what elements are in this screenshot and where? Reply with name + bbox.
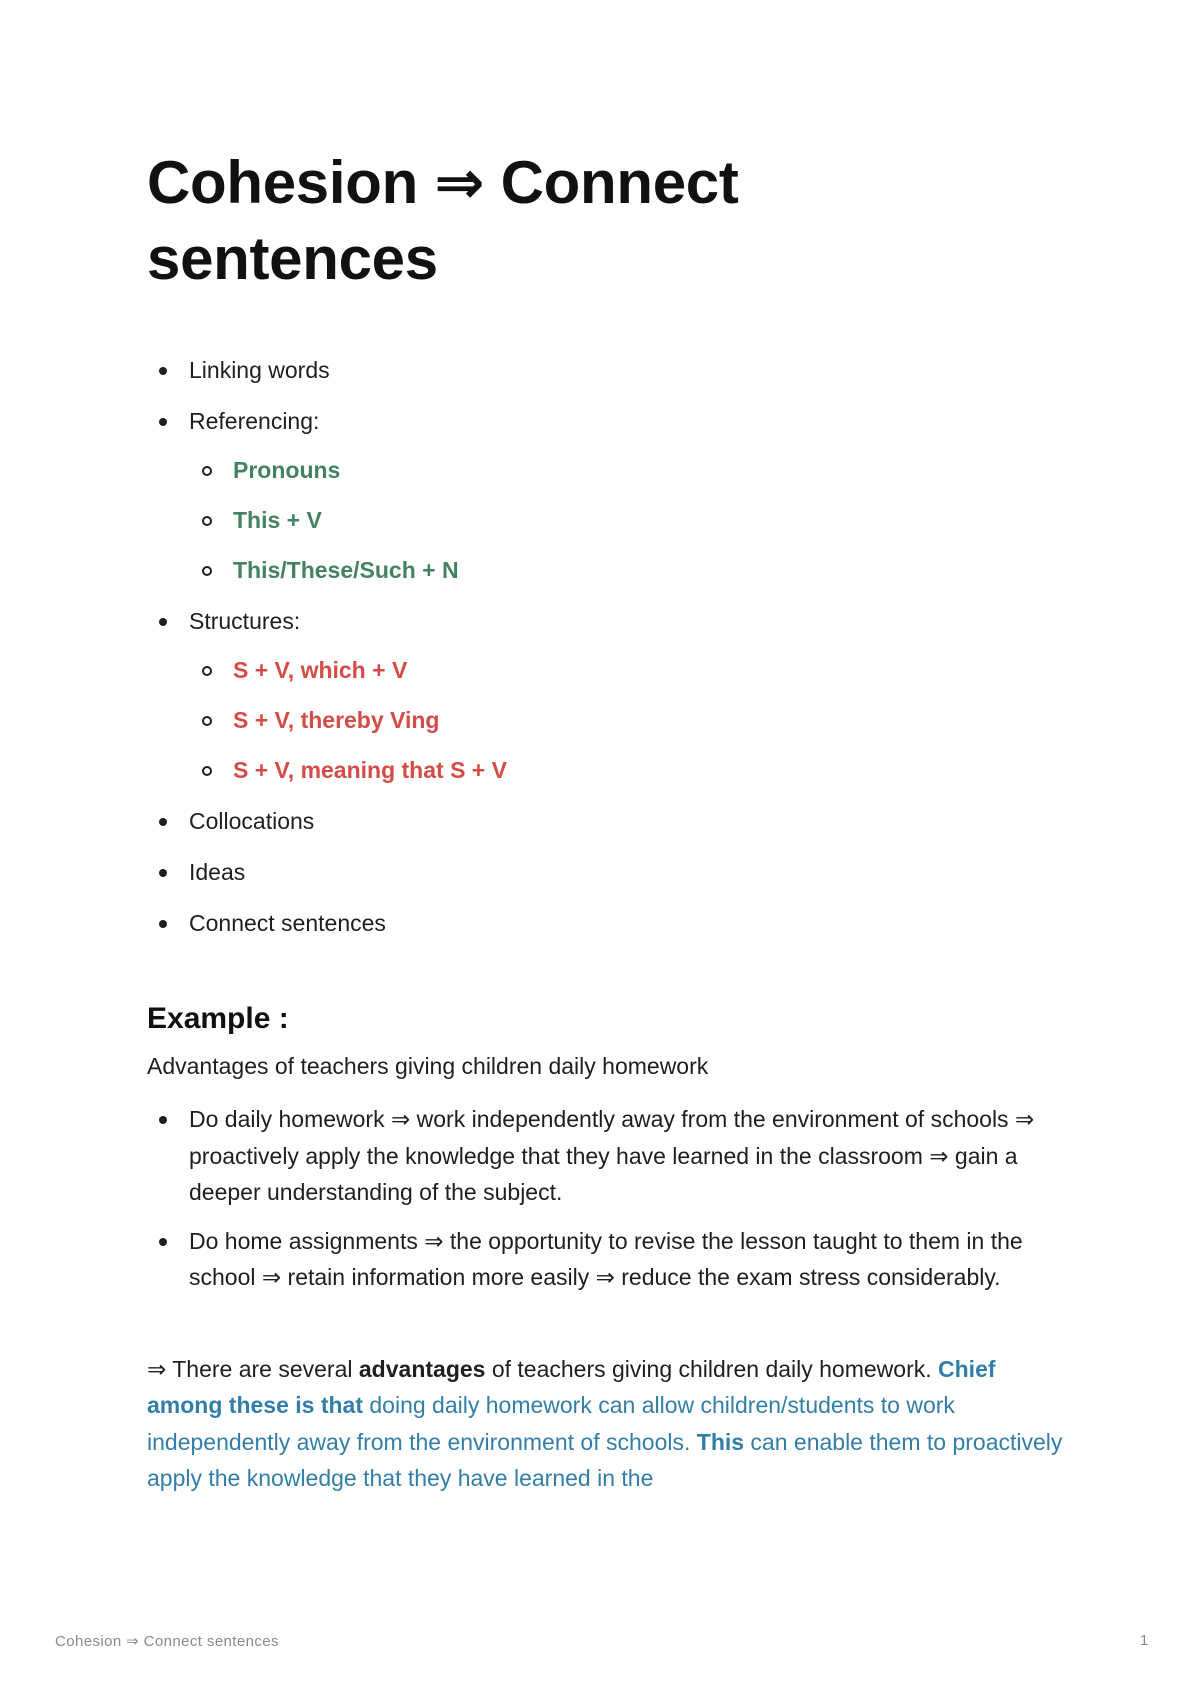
footer-title: Cohesion ⇒ Connect sentences <box>55 1633 279 1650</box>
sub-list-item: S + V, which + V <box>189 655 1077 686</box>
sub-list-item: This + V <box>189 505 1077 536</box>
sub-list-item: Pronouns <box>189 455 1077 486</box>
list-item: Collocations <box>147 806 1077 837</box>
sub-list-item: This/These/Such + N <box>189 555 1077 586</box>
list-item-label: Referencing: <box>189 408 320 434</box>
paragraph-highlight-bold: This <box>696 1428 745 1455</box>
title-line-1: Cohesion ⇒ Connect <box>147 149 739 216</box>
outline-list <box>147 355 1077 939</box>
paragraph-highlight-bold: Chief among these is that <box>147 1355 996 1418</box>
paragraph-text: of teachers giving children daily homework. <box>485 1355 939 1382</box>
list-item <box>147 406 1077 586</box>
document-page <box>147 145 1077 1520</box>
page-title <box>147 145 1077 297</box>
structures-sublist <box>189 655 1077 786</box>
sub-list-item: S + V, thereby Ving <box>189 705 1077 736</box>
example-paragraph <box>147 1351 1077 1497</box>
referencing-sublist <box>189 455 1077 586</box>
paragraph-highlight: can enable them to proactively apply the knowledge that they have learned in the <box>147 1428 1063 1491</box>
list-item-label: Structures: <box>189 608 301 634</box>
sub-list-item: S + V, meaning that S + V <box>189 755 1077 786</box>
list-item: Connect sentences <box>147 908 1077 939</box>
paragraph-bold-word: advantages <box>358 1355 486 1382</box>
title-line-2: sentences <box>147 225 438 292</box>
example-list <box>147 1101 1077 1296</box>
list-item: Ideas <box>147 857 1077 888</box>
paragraph-highlight: doing daily homework can allow children/students to work independently away from the environment of schools. <box>147 1392 955 1455</box>
page-number: 1 <box>1140 1632 1149 1649</box>
list-item: Linking words <box>147 355 1077 386</box>
example-subtitle: Advantages of teachers giving children daily homework <box>147 1053 709 1079</box>
example-heading: Example : <box>147 1002 289 1035</box>
list-item: Do daily homework ⇒ work independently away from the environment of schools ⇒ proactively apply the knowledge that they have learned in the classroom ⇒ gain a deeper understanding of the subject. <box>147 1101 1077 1211</box>
list-item: Do home assignments ⇒ the opportunity to revise the lesson taught to them in the school ⇒ retain information more easily ⇒ reduce the exam stress considerably. <box>147 1223 1077 1296</box>
list-item <box>147 606 1077 786</box>
paragraph-intro: ⇒ There are several <box>147 1355 359 1382</box>
